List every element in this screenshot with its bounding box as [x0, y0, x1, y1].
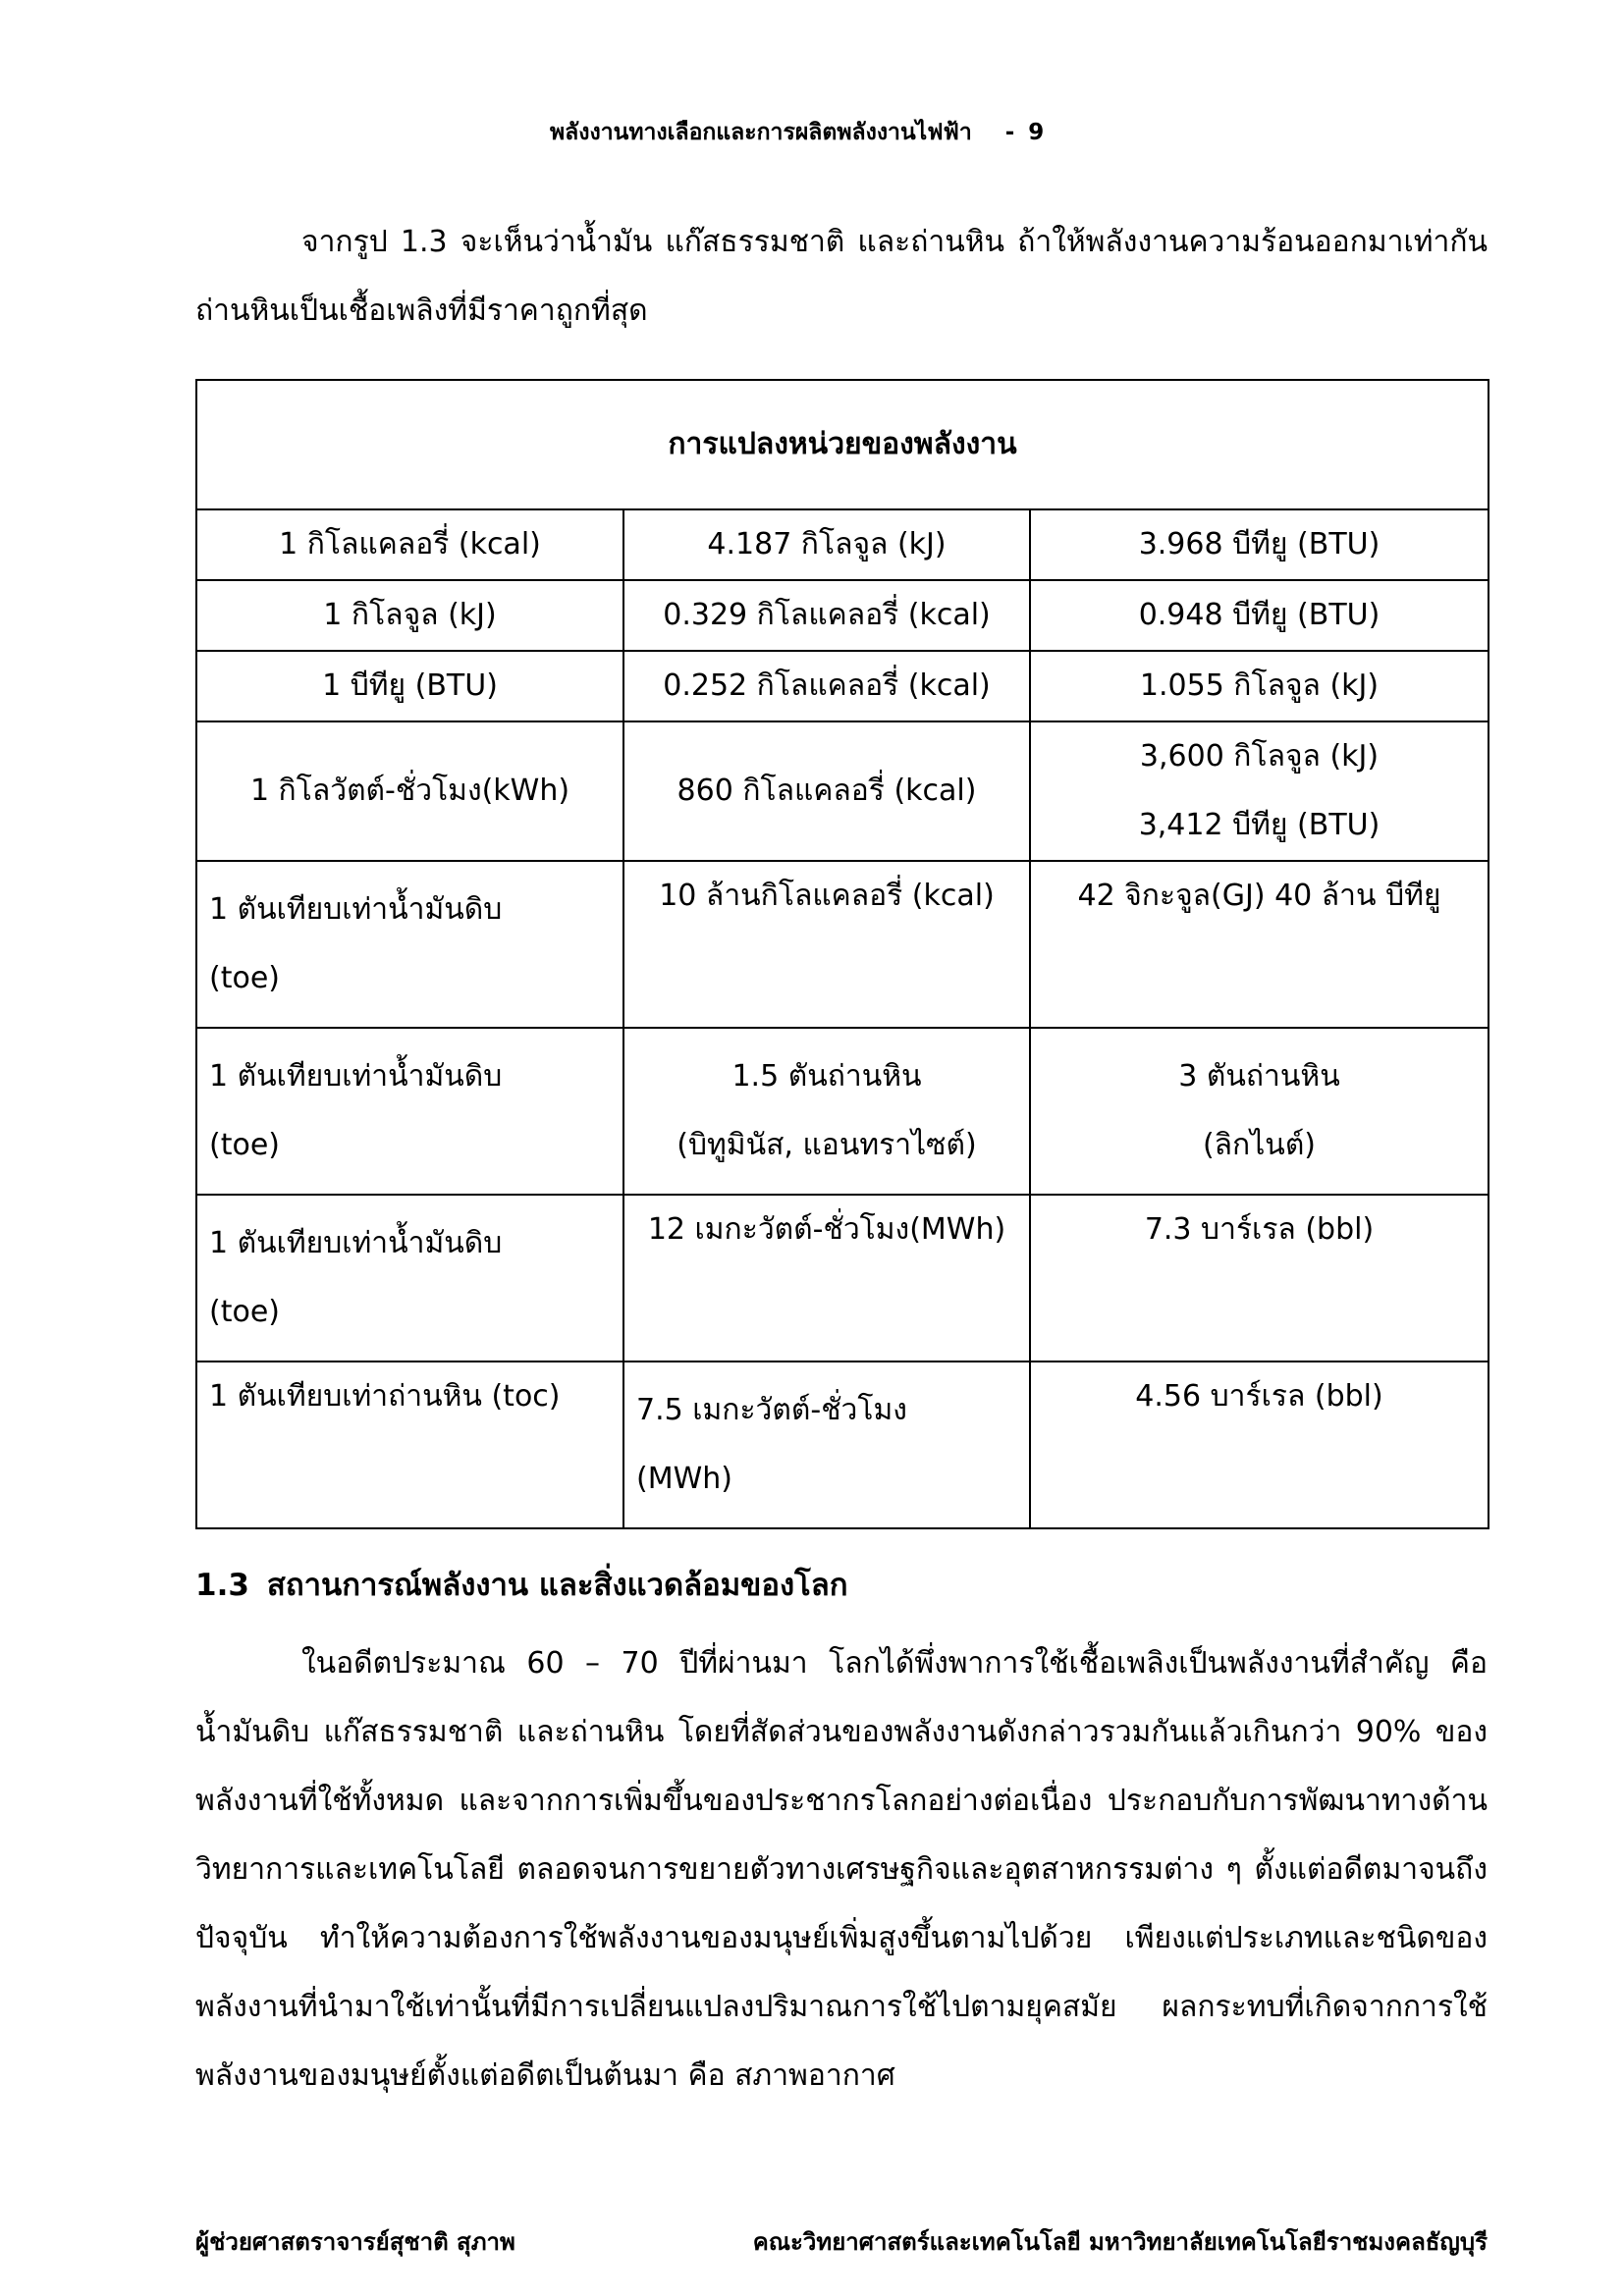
cell-line: 3,412 บีทียู (BTU) — [1138, 808, 1380, 842]
table-row — [196, 861, 1489, 1028]
section-number: 1.3 — [195, 1568, 249, 1603]
cell-line: 3,600 กิโลจูล (kJ) — [1139, 739, 1380, 774]
table-cell: 1.055 กิโลจูล (kJ) — [1030, 651, 1489, 721]
table-row — [196, 509, 1489, 580]
energy-conversion-table — [195, 379, 1489, 1529]
table-cell — [1030, 1028, 1489, 1195]
table-cell: 1 บีทียู (BTU) — [196, 651, 623, 721]
table-row — [196, 651, 1489, 721]
cell-line: 1 ตันเทียบเท่าน้ำมันดิบ — [209, 1226, 503, 1260]
section-paragraph: ในอดีตประมาณ 60 – 70 ปีที่ผ่านมา โลกได้พึ่งพาการใช้เชื้อเพลิงเป็นพลังงานที่สำคัญ คือ น้ำมันดิบ แก๊สธรรมชาติ และถ่านหิน โดยที่สัดส่วนของพลังงานดังกล่าวรวมกันแล้วเกินกว่า 90% ของพลังงานที่ใช้ทั้งหมด และจากการเพิ่มขึ้นของประชากรโลกอย่างต่อเนื่อง ประกอบกับการพัฒนาทางด้านวิทยาการและเทคโนโลยี ตลอดจนการขยายตัวทางเศรษฐกิจและอุตสาหกรรมต่าง ๆ ตั้งแต่อดีตมาจนถึงปัจจุบัน ทำให้ความต้องการใช้พลังงานของมนุษย์เพิ่มสูงขึ้นตามไปด้วย เพียงแต่ประเภทและชนิดของพลังงานที่นำมาใช้เท่านั้นที่มีการเปลี่ยนแปลงปริมาณการใช้ไปตามยุคสมัย ผลกระทบที่เกิดจากการใช้พลังงานของมนุษย์ตั้งแต่อดีตเป็นต้นมา คือ สภาพอากาศ — [195, 1646, 1488, 2093]
table-cell: 3.968 บีทียู (BTU) — [1030, 509, 1489, 580]
page-footer — [195, 2224, 1488, 2260]
running-header — [550, 116, 1159, 149]
table-cell — [623, 1362, 1030, 1528]
table-row — [196, 1362, 1489, 1528]
table-cell: 12 เมกะวัตต์-ชั่วโมง(MWh) — [623, 1195, 1030, 1362]
table-cell: 0.948 บีทียู (BTU) — [1030, 580, 1489, 651]
table-cell — [1030, 721, 1489, 861]
table-cell — [196, 1195, 623, 1362]
page-number: 9 — [1028, 120, 1045, 145]
table-row — [196, 721, 1489, 861]
table-cell: 860 กิโลแคลอรี่ (kcal) — [623, 721, 1030, 861]
table-cell: 1 ตันเทียบเท่าถ่านหิน (toc) — [196, 1362, 623, 1528]
table-cell: 42 จิกะจูล(GJ) 40 ล้าน บีทียู — [1030, 861, 1489, 1028]
cell-line: (toe) — [209, 961, 280, 995]
table-cell: 1 กิโลแคลอรี่ (kcal) — [196, 509, 623, 580]
section-heading — [195, 1551, 1488, 1620]
section-title: สถานการณ์พลังงาน และสิ่งแวดล้อมของโลก — [266, 1568, 848, 1603]
table-cell: 4.56 บาร์เรล (bbl) — [1030, 1362, 1489, 1528]
table-cell: 7.3 บาร์เรล (bbl) — [1030, 1195, 1489, 1362]
header-title: พลังงานทางเลือกและการผลิตพลังงานไฟฟ้า — [550, 120, 972, 145]
cell-line: 1 ตันเทียบเท่าน้ำมันดิบ — [209, 1059, 503, 1094]
cell-line: 7.5 เมกะวัตต์-ชั่วโมง — [636, 1393, 907, 1427]
cell-line: (MWh) — [636, 1462, 732, 1496]
table-cell — [623, 1028, 1030, 1195]
table-cell — [196, 861, 623, 1028]
cell-line: (toe) — [209, 1128, 280, 1162]
table-row — [196, 580, 1489, 651]
table-row — [196, 1195, 1489, 1362]
table-title: การแปลงหน่วยของพลังงาน — [196, 380, 1489, 509]
cell-line: (บิทูมินัส, แอนทราไซต์) — [677, 1128, 977, 1162]
cell-line: 3 ตันถ่านหิน — [1178, 1059, 1340, 1094]
footer-affiliation: คณะวิทยาศาสตร์และเทคโนโลยี มหาวิทยาลัยเทคโนโลยีราชมงคลธัญบุรี — [752, 2228, 1488, 2256]
table-title-row — [196, 380, 1489, 509]
table-cell: 0.252 กิโลแคลอรี่ (kcal) — [623, 651, 1030, 721]
table-cell: 0.329 กิโลแคลอรี่ (kcal) — [623, 580, 1030, 651]
footer-author: ผู้ช่วยศาสตราจารย์สุชาติ สุภาพ — [195, 2228, 515, 2256]
table-row — [196, 1028, 1489, 1195]
header-separator: - — [1004, 120, 1015, 145]
cell-line: 1.5 ตันถ่านหิน — [731, 1059, 922, 1094]
cell-line: 1 ตันเทียบเท่าน้ำมันดิบ — [209, 892, 503, 927]
table-cell: 4.187 กิโลจูล (kJ) — [623, 509, 1030, 580]
table-cell — [196, 1028, 623, 1195]
intro-paragraph: จากรูป 1.3 จะเห็นว่าน้ำมัน แก๊สธรรมชาติ และถ่านหิน ถ้าให้พลังงานความร้อนออกมาเท่ากันถ่านหินเป็นเชื้อเพลิงที่มีราคาถูกที่สุด — [195, 225, 1488, 328]
cell-line: (toe) — [209, 1295, 280, 1329]
page-body — [195, 208, 1488, 2110]
table-cell: 1 กิโลวัตต์-ชั่วโมง(kWh) — [196, 721, 623, 861]
table-cell: 1 กิโลจูล (kJ) — [196, 580, 623, 651]
table-cell: 10 ล้านกิโลแคลอรี่ (kcal) — [623, 861, 1030, 1028]
cell-line: (ลิกไนต์) — [1202, 1128, 1317, 1162]
